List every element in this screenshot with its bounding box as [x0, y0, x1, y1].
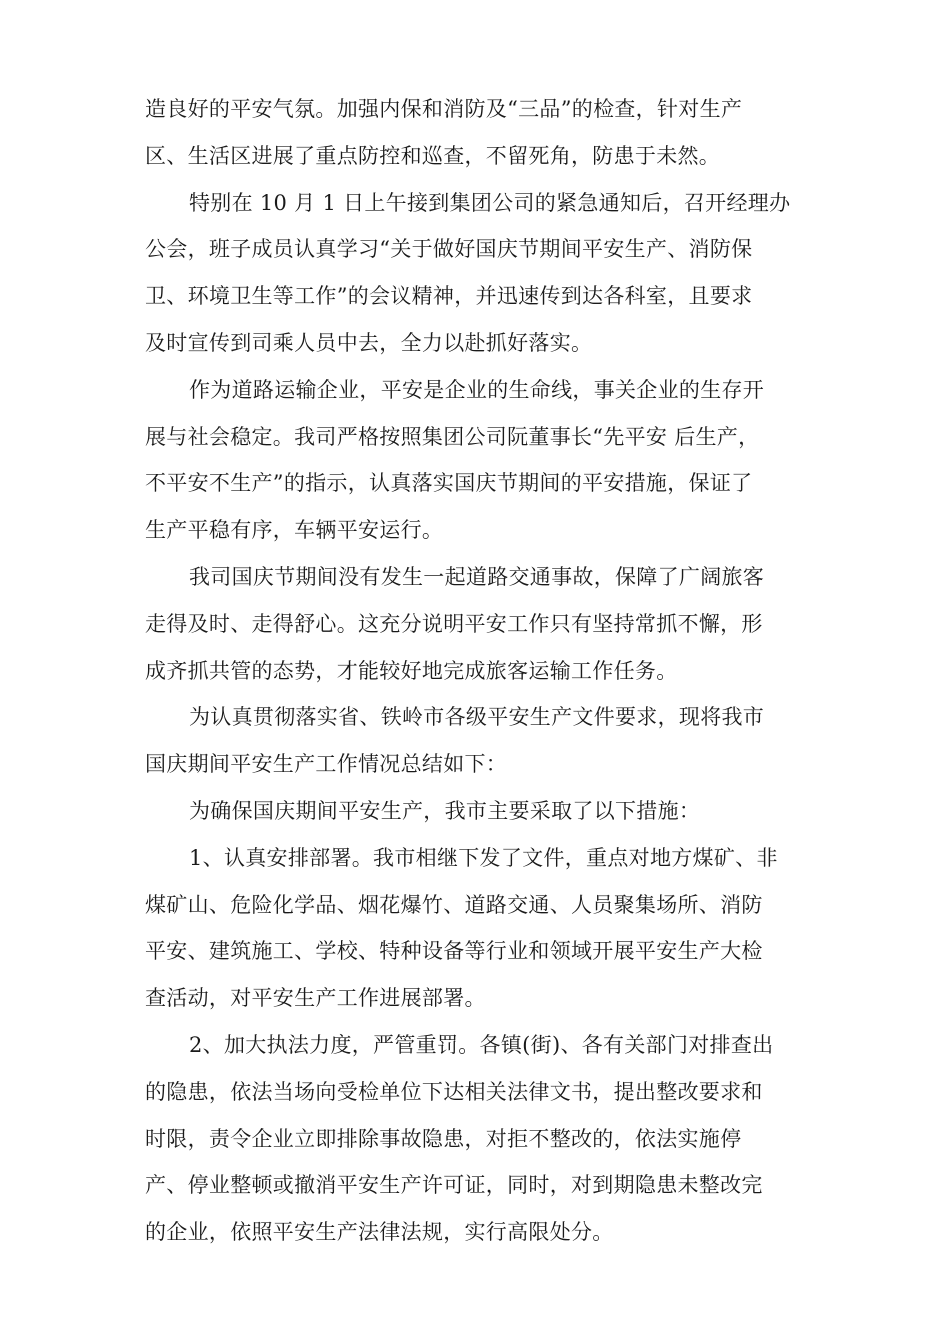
text-line: 及时宣传到司乘人员中去，全力以赴抓好落实。 — [145, 330, 593, 355]
text-line: 特别在 10 月 1 日上午接到集团公司的紧急通知后，召开经理办 — [189, 190, 791, 215]
text-line: 国庆期间平安生产工作情况总结如下： — [145, 752, 508, 777]
text-line: 区、生活区进展了重点防控和巡查，不留死角，防患于未然。 — [145, 143, 721, 168]
text-line: 卫、环境卫生等工作”的会议精神，并迅速传到达各科室，且要求 — [145, 284, 753, 309]
text-line: 查活动，对平安生产工作进展部署。 — [145, 986, 486, 1011]
text-line: 走得及时、走得舒心。这充分说明平安工作只有坚持常抓不懈，形 — [145, 611, 763, 636]
text-line: 不平安不生产”的指示，认真落实国庆节期间的平安措施，保证了 — [145, 471, 753, 496]
text-line: 平安、建筑施工、学校、特种设备等行业和领域开展平安生产大检 — [145, 939, 763, 964]
text-line: 1、认真安排部署。我市相继下发了文件，重点对地方煤矿、非 — [189, 845, 778, 870]
text-line: 的隐患，依法当场向受检单位下达相关法律文书，提出整改要求和 — [145, 1079, 763, 1104]
text-line: 造良好的平安气氛。加强内保和消防及“三品”的检查，针对生产 — [145, 97, 743, 121]
text-line: 为确保国庆期间平安生产，我市主要采取了以下措施： — [189, 798, 701, 823]
text-line: 产、停业整顿或撤消平安生产许可证，同时，对到期隐患未整改完 — [145, 1173, 763, 1198]
text-line: 时限，责令企业立即排除事故隐患，对拒不整改的，依法实施停 — [145, 1126, 742, 1151]
text-line: 公会，班子成员认真学习“关于做好国庆节期间平安生产、消防保 — [145, 237, 753, 262]
text-line: 煤矿山、危险化学品、烟花爆竹、道路交通、人员聚集场所、消防 — [145, 892, 763, 917]
text-line: 生产平稳有序，车辆平安运行。 — [145, 518, 444, 543]
document-body — [145, 86, 805, 1256]
text-line: 为认真贯彻落实省、铁岭市各级平安生产文件要求，现将我市 — [189, 705, 765, 730]
text-line: 的企业，依照平安生产法律法规，实行高限处分。 — [145, 1220, 614, 1245]
text-line: 2、加大执法力度，严管重罚。各镇(街)、各有关部门对排查出 — [189, 1032, 774, 1057]
text-line: 我司国庆节期间没有发生一起道路交通事故，保障了广阔旅客 — [189, 564, 765, 589]
text-line: 展与社会稳定。我司严格按照集团公司阮董事长“先平安 后生产， — [145, 424, 760, 449]
text-line: 作为道路运输企业，平安是企业的生命线，事关企业的生存开 — [189, 377, 765, 402]
text-line: 成齐抓共管的态势，才能较好地完成旅客运输工作任务。 — [145, 658, 678, 683]
